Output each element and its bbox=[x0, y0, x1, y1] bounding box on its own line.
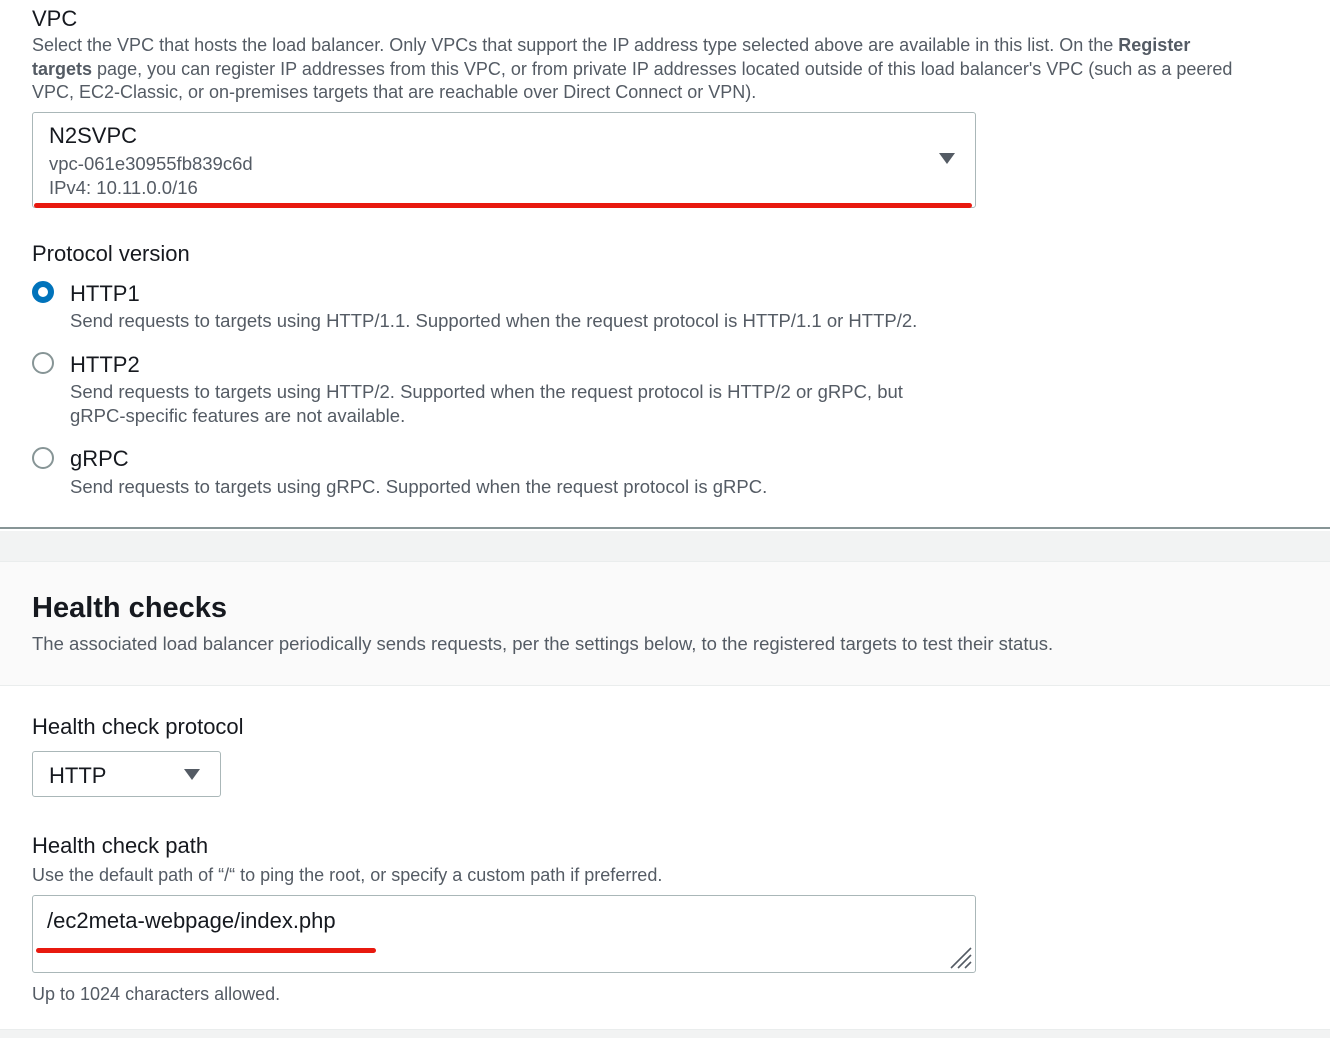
health-checks-description: The associated load balancer periodically sends requests, per the settings below, to the registered targets to test their status. bbox=[32, 633, 1054, 654]
health-check-path-input[interactable] bbox=[32, 895, 976, 973]
health-check-protocol-value: HTTP bbox=[49, 763, 107, 788]
vpc-description bbox=[32, 34, 1322, 105]
caret-down-icon bbox=[939, 153, 955, 164]
radio-desc-grpc: Send requests to targets using gRPC. Supported when the request protocol is gRPC. bbox=[70, 476, 768, 497]
vpc-selected-id: vpc-061e30955fb839c6d bbox=[49, 153, 253, 174]
annotation-underline-path bbox=[36, 948, 376, 953]
health-check-protocol-label: Health check protocol bbox=[32, 714, 244, 739]
health-checks-title: Health checks bbox=[32, 592, 228, 624]
health-checks-body bbox=[0, 686, 1330, 1030]
radio-http1[interactable] bbox=[32, 281, 54, 303]
health-check-path-value: /ec2meta-webpage/index.php bbox=[47, 908, 336, 933]
vpc-selected-cidr: IPv4: 10.11.0.0/16 bbox=[49, 177, 198, 198]
vpc-label: VPC bbox=[32, 6, 78, 31]
vpc-description-text-1: Select the VPC that hosts the load balancer. Only VPCs that support the IP address type selected above are available in this list. On the bbox=[32, 35, 1119, 55]
radio-label-http2[interactable]: HTTP2 bbox=[70, 352, 140, 377]
radio-desc-http1: Send requests to targets using HTTP/1.1. Supported when the request protocol is HTTP/1.1 or HTTP/2. bbox=[70, 310, 918, 331]
protocol-version-label: Protocol version bbox=[32, 241, 190, 266]
health-check-path-label: Health check path bbox=[32, 833, 209, 858]
caret-down-icon bbox=[184, 769, 200, 780]
radio-http2[interactable] bbox=[32, 352, 54, 374]
radio-desc-http2-line1: Send requests to targets using HTTP/2. Supported when the request protocol is HTTP/2 or gRPC, but bbox=[70, 381, 903, 402]
health-check-protocol-select[interactable] bbox=[32, 751, 221, 797]
annotation-underline-vpc bbox=[34, 203, 972, 208]
vpc-description-text-2: page, you can register IP addresses from this VPC, or from private IP addresses located outside of this load balancer's VPC (such as a peered bbox=[92, 58, 1233, 79]
radio-desc-http2-line2: gRPC-specific features are not available. bbox=[70, 405, 406, 426]
health-check-path-description: Use the default path of “/“ to ping the root, or specify a custom path if preferred. bbox=[32, 865, 663, 885]
resize-handle-icon[interactable] bbox=[947, 944, 973, 970]
radio-label-grpc[interactable]: gRPC bbox=[70, 446, 129, 471]
vpc-select[interactable] bbox=[32, 112, 976, 208]
bottom-gap bbox=[0, 1030, 1330, 1038]
vpc-selected-name: N2SVPC bbox=[49, 123, 138, 148]
register-targets-bold-2: targets bbox=[32, 58, 93, 79]
health-checks-header bbox=[0, 561, 1330, 686]
health-check-path-constraint: Up to 1024 characters allowed. bbox=[32, 984, 281, 1004]
radio-label-http1[interactable]: HTTP1 bbox=[70, 281, 140, 306]
register-targets-bold-1: Register bbox=[1118, 35, 1191, 55]
section-gap bbox=[0, 531, 1330, 561]
radio-grpc[interactable] bbox=[32, 447, 54, 469]
vpc-description-text-3: VPC, EC2-Classic, or on-premises targets that are reachable over Direct Connect or VPN). bbox=[32, 82, 757, 102]
